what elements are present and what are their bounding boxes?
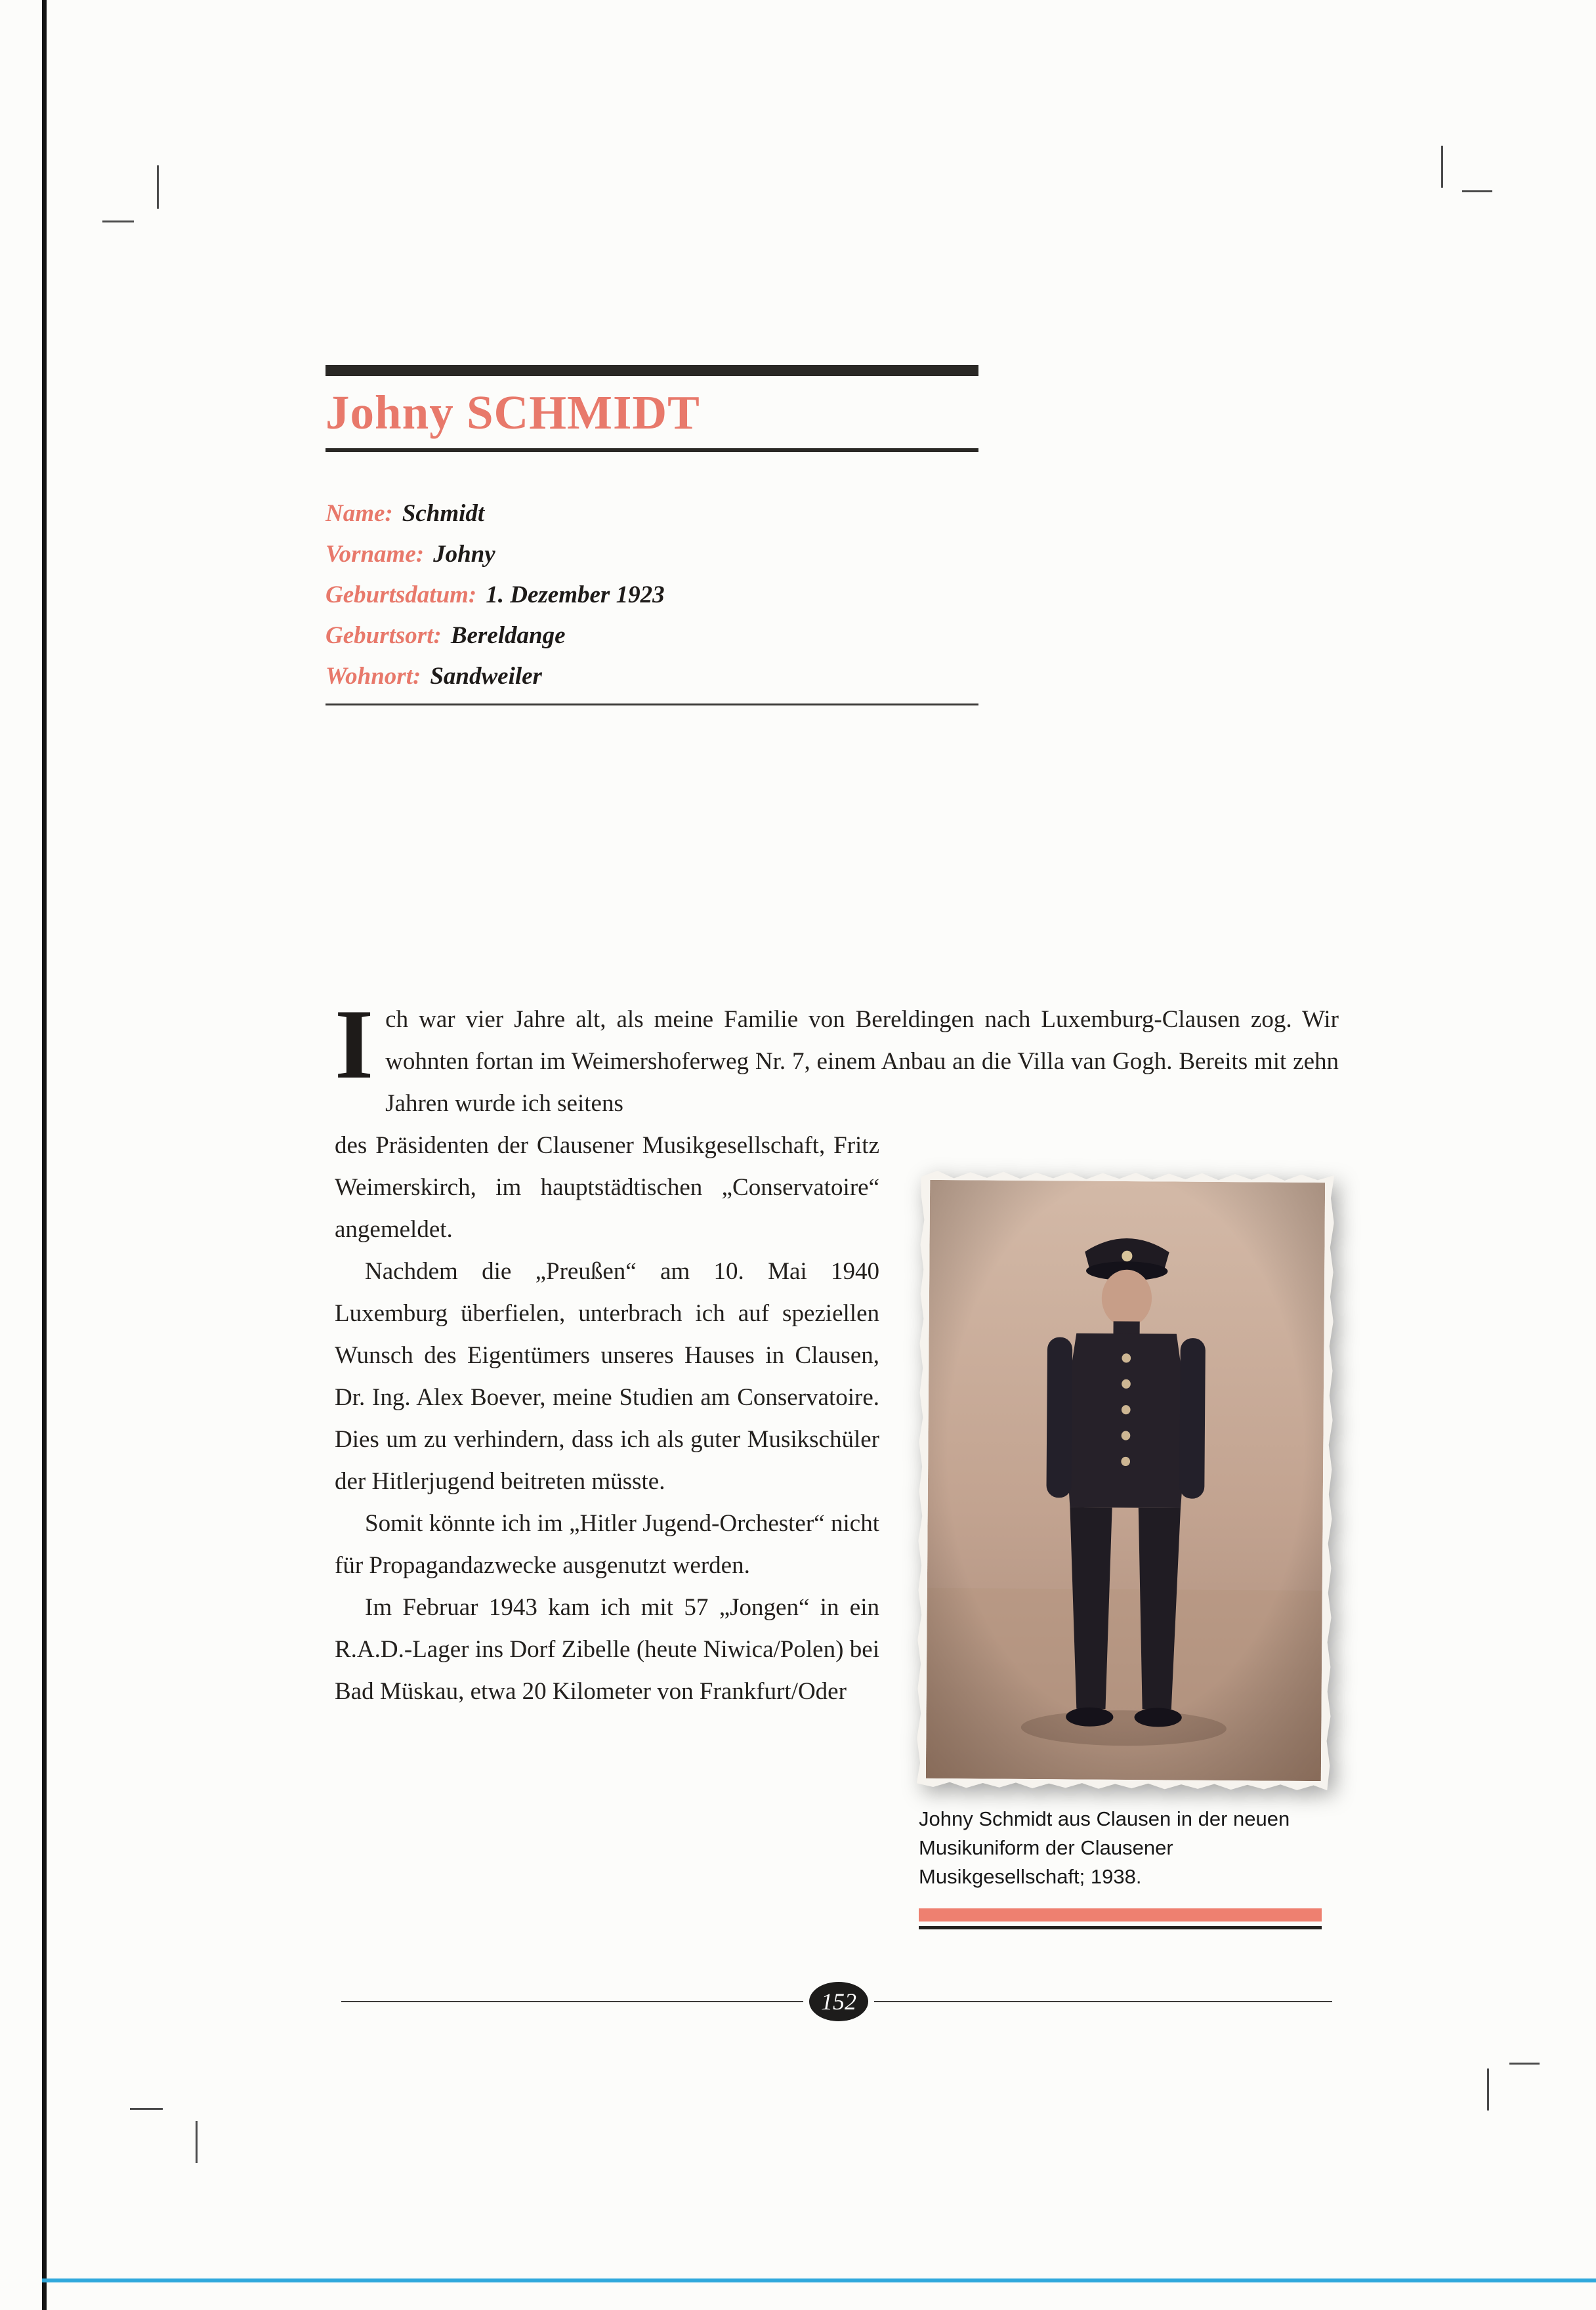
profile-row-vorname (326, 534, 1047, 575)
crop-mark (1441, 146, 1443, 188)
photo-column (919, 1125, 1339, 1929)
chapter-header (326, 365, 978, 452)
portrait-photo (917, 1171, 1335, 1790)
scan-blue-line (42, 2278, 1596, 2282)
crop-mark (130, 2108, 163, 2110)
photo-caption: Johny Schmidt aus Clausen in der neuen Musikuniform der Clausener Musikgesellschaft; 1938. (919, 1807, 1290, 1888)
profile-value: 1. Dezember 1923 (486, 581, 665, 608)
header-rule-top (326, 365, 978, 376)
page-number-badge (809, 1982, 868, 2021)
body-paragraph: Nachdem die „Preußen“ am 10. Mai 1940 Luxemburg überfielen, unterbrach ich auf speziellen Wunsch des Eigentümers unseres Hauses in Clausen, Dr. Ing. Alex Boever, meine Studien am Conservatoire. Dies um zu verhindern, dass ich als guter Musikschüler der Hitlerjugend beitreten müsste. (335, 1258, 879, 1495)
profile-label: Name: (326, 500, 393, 527)
crop-mark (196, 2121, 198, 2163)
body-paragraph: Somit könnte ich im „Hitler Jugend-Orchester“ nicht für Propagandazwecke ausgenutzt werden. (335, 1510, 879, 1579)
profile-value: Johny (433, 541, 495, 568)
profile-rule (326, 704, 978, 705)
caption-accent-bar (919, 1908, 1322, 1922)
header-rule-bottom (326, 448, 978, 452)
page-number: 152 (821, 1988, 856, 2015)
article-body (335, 989, 1339, 1929)
profile-value: Schmidt (402, 500, 485, 527)
caption-rule (919, 1926, 1322, 1929)
crop-mark (1487, 2068, 1489, 2110)
crop-mark (157, 165, 159, 209)
profile-label: Geburtsdatum: (326, 581, 477, 608)
profile-value: Bereldange (450, 622, 566, 649)
intro-text: ch war vier Jahre alt, als meine Familie von Bereldingen nach Luxemburg-Clausen zog. Wir wohnten fortan im Weimershoferweg Nr. 7, einem Anbau an die Villa van Gogh. Bereits mit zehn Jahren wurde ich seitens (385, 1006, 1339, 1117)
profile-label: Wohnort: (326, 663, 421, 690)
scan-edge-line (42, 0, 47, 2310)
article-columns (335, 1125, 1339, 1929)
profile-label: Vorname: (326, 541, 425, 568)
profile-row-wohnort (326, 656, 1047, 697)
profile-row-name (326, 494, 1047, 534)
profile-label: Geburtsort: (326, 622, 442, 649)
profile-block (326, 494, 1047, 697)
body-paragraph: Im Februar 1943 kam ich mit 57 „Jongen“ in ein R.A.D.-Lager ins Dorf Zibelle (heute Niwica/Polen) bei Bad Müskau, etwa 20 Kilometer von Frankfurt/Oder (335, 1594, 879, 1705)
crop-mark (1462, 190, 1492, 192)
portrait-photo-illustration (926, 1180, 1325, 1781)
intro-paragraph (335, 989, 1339, 1125)
profile-row-geburtsort (326, 616, 1047, 656)
crop-mark (102, 220, 134, 222)
page-title: Johny SCHMIDT (326, 386, 700, 439)
body-paragraph: des Präsidenten der Clausener Musikgesellschaft, Fritz Weimerskirch, im hauptstädtischen „Conservatoire“ angemeldet. (335, 1132, 879, 1243)
crop-mark (1509, 2063, 1540, 2065)
text-column (335, 1125, 879, 1713)
drop-cap: I (335, 989, 374, 1099)
photo-shadow-wrap (919, 1172, 1339, 1789)
profile-value: Sandweiler (430, 663, 542, 690)
profile-row-geburtsdatum (326, 575, 1047, 616)
